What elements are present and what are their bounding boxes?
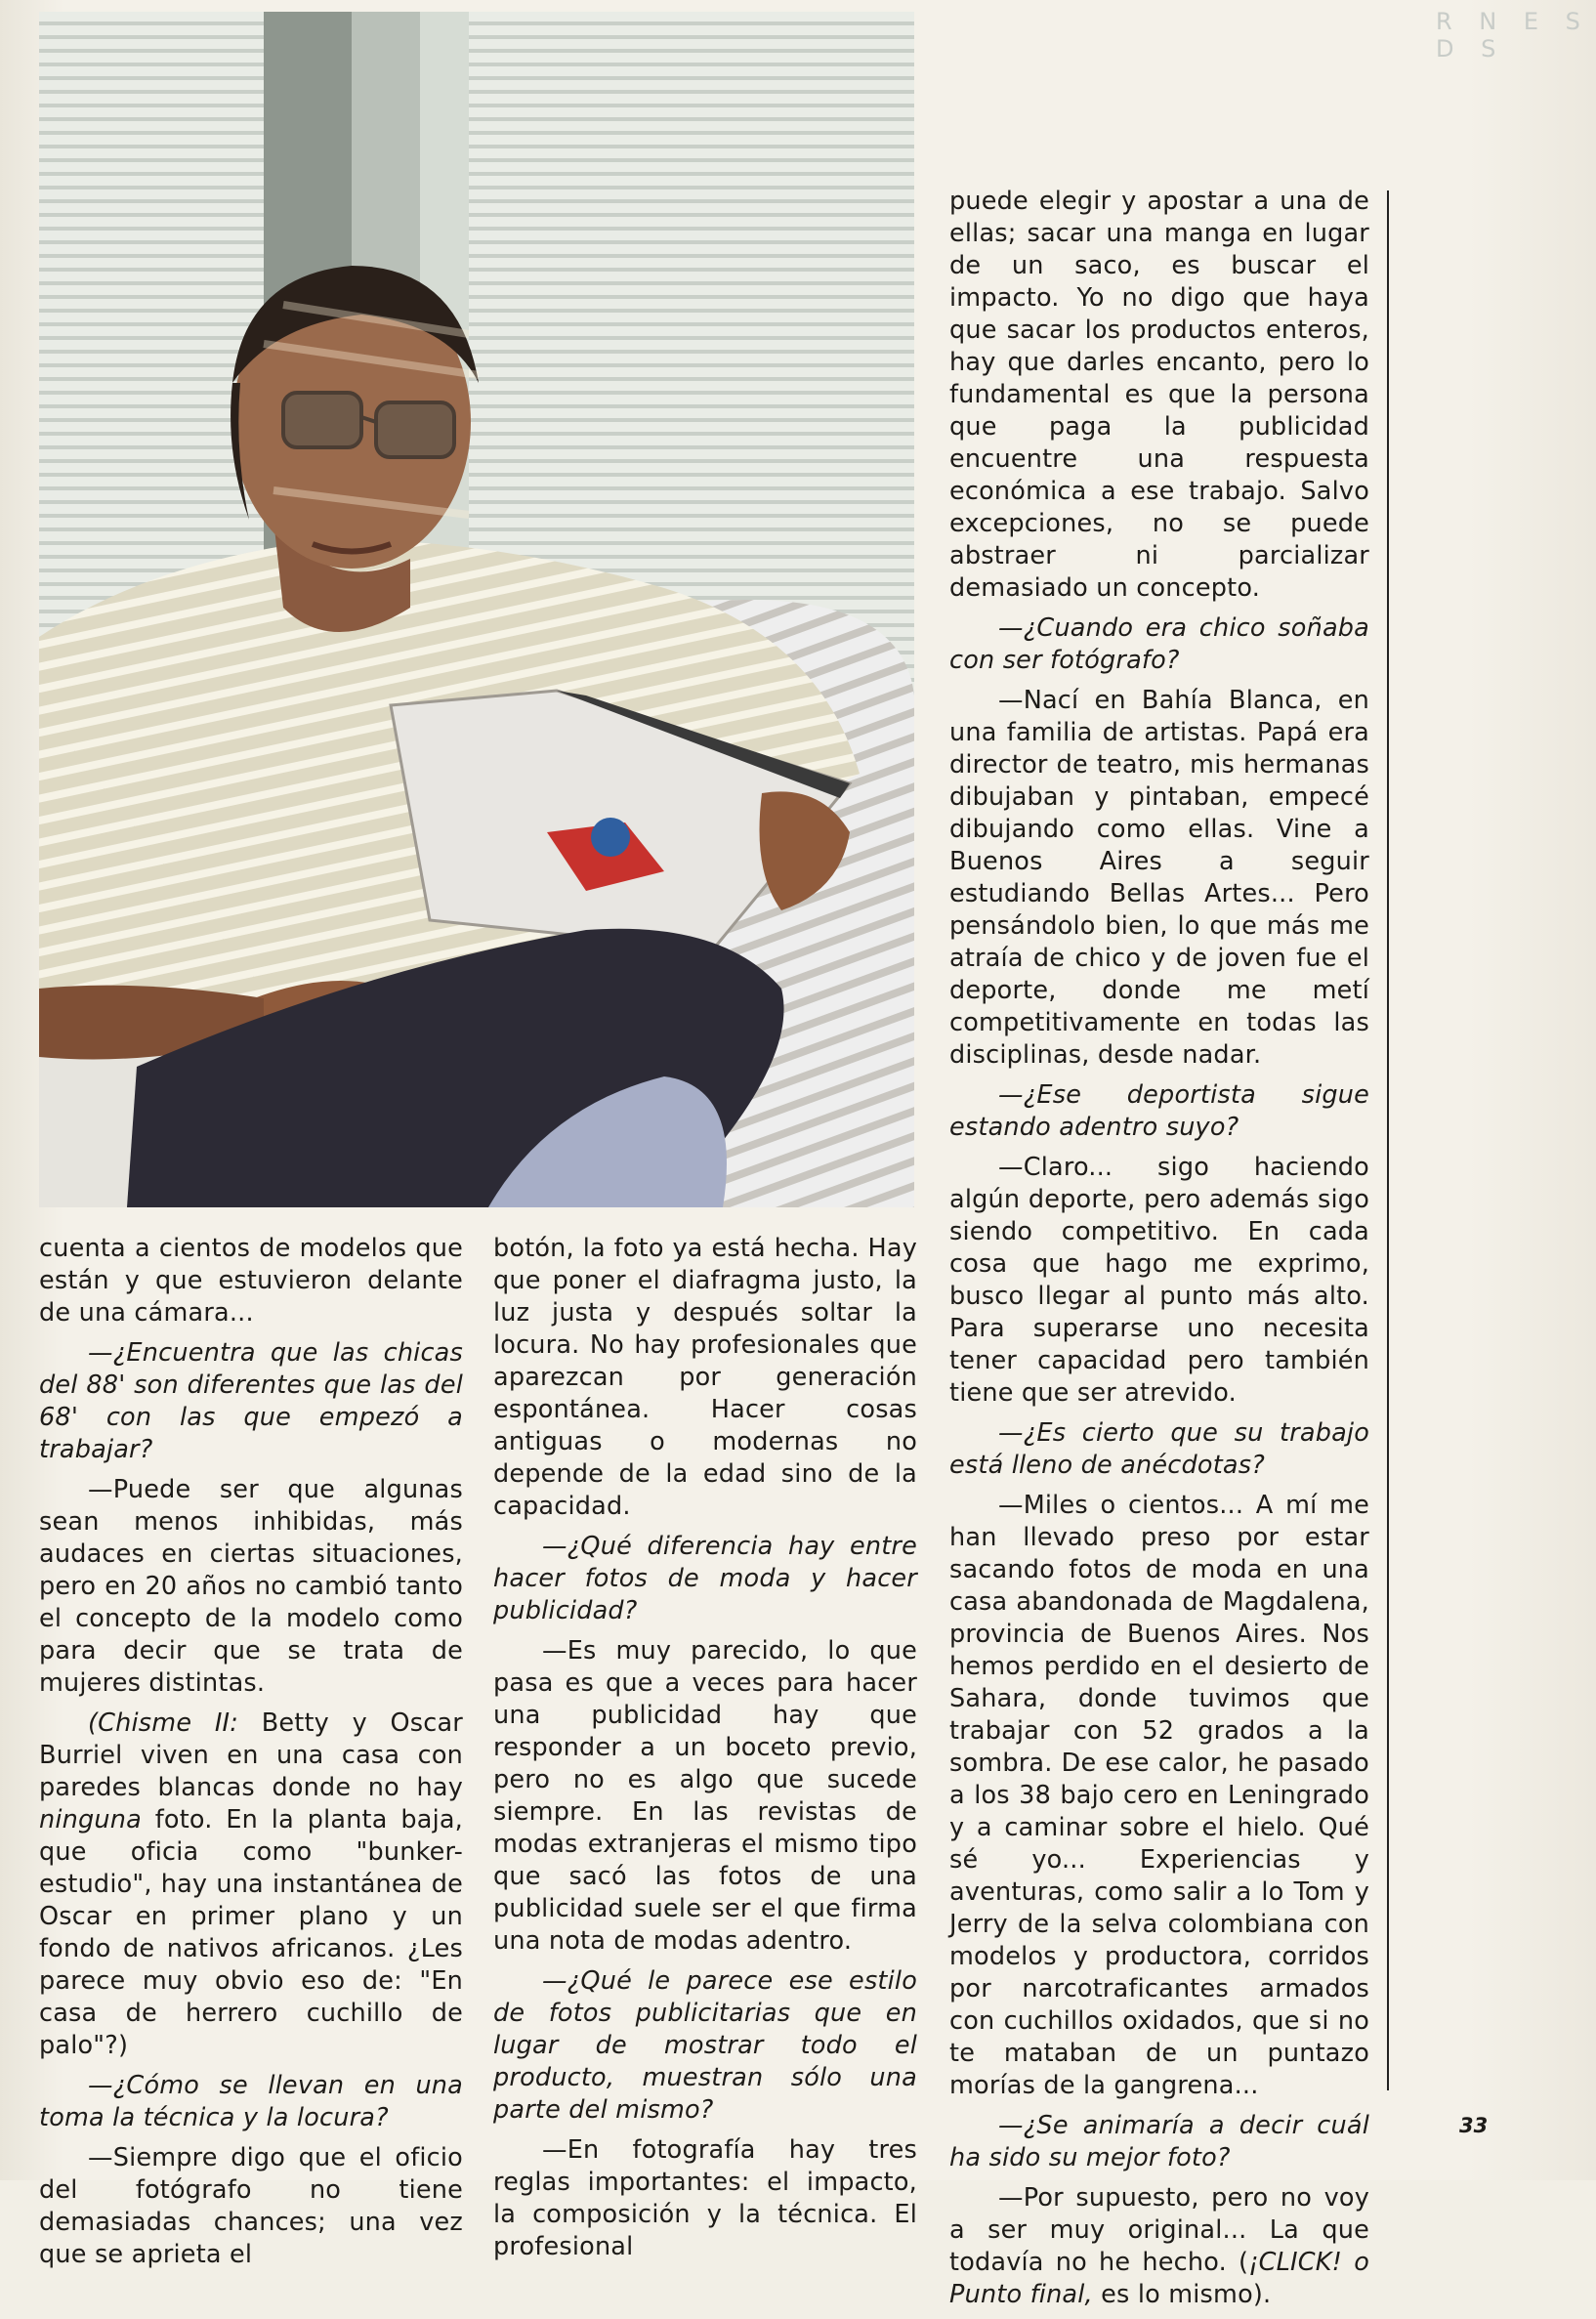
- aside-text: Betty y Oscar Burriel viven en una casa con paredes blancas donde no hay: [39, 1708, 463, 1802]
- photo-illustration: [39, 12, 914, 1207]
- closing-tail: es lo mismo).: [1092, 2280, 1272, 2309]
- bleed-through-text: R N E S D S: [1436, 8, 1590, 63]
- page-number: 33: [1459, 2114, 1489, 2137]
- paragraph: —Claro... sigo haciendo algún deporte, pero además sigo siendo competitivo. En cada cosa que hago me exprimo, busco llegar al punto más alto. Para superarse uno necesita tener capacidad pero también tiene que ser atrevido.: [949, 1153, 1369, 1408]
- closing-paragraph: [949, 2182, 1369, 2311]
- interview-question: —¿Qué diferencia hay entre hacer fotos de moda y hacer publicidad?: [493, 1532, 917, 1625]
- aside-tail: foto. En la planta baja, que oficia como "bunker-estudio", hay una instantánea de Oscar en primer plano y un fondo de nativos africanos. ¿Les parece muy obvio eso de: "En casa de herrero cuchillo de palo"?): [39, 1805, 463, 2060]
- aside-lead: (Chisme II:: [88, 1708, 239, 1738]
- paragraph: botón, la foto ya está hecha. Hay que poner el diafragma justo, la luz justa y después soltar la locura. No hay profesionales que aparezcan por generación espontánea. Hacer cosas antiguas o modernas no depende de la edad sino de la capacidad.: [493, 1234, 917, 1521]
- interview-question: —¿Qué le parece ese estilo de fotos publicitarias que en lugar de mostrar todo el producto, muestran sólo una parte del mismo?: [493, 1966, 917, 2125]
- interview-question: —¿Encuentra que las chicas del 88' son diferentes que las del 68' con las que empezó a trabajar?: [39, 1338, 463, 1464]
- paragraph: —Miles o cientos... A mí me han llevado preso por estar sacando fotos de moda en una casa abandonada de Magdalena, provincia de Buenos Aires. Nos hemos perdido en el desierto de Sahara, donde tuvimos que trabajar con 52 grados a la sombra. De ese calor, he pasado a los 38 bajo cero en Leningrado y a caminar sobre el hielo. Qué sé yo... Experiencias y aventuras, como salir a lo Tom y Jerry de la selva colombiana con modelos y productora, corridos por narcotraficantes armados con cuchillos oxidados, que si no te mataban de un puntazo morías de la gangrena...: [949, 1491, 1369, 2100]
- paragraph: —En fotografía hay tres reglas importantes: el impacto, la composición y la técnica. El profesional: [493, 2135, 917, 2261]
- aside-paragraph: [39, 1708, 463, 2062]
- text-column-1: [39, 1233, 463, 2279]
- text-column-3: [949, 186, 1369, 2319]
- interview-question: —¿Es cierto que su trabajo está lleno de anécdotas?: [949, 1418, 1369, 1480]
- paragraph: —Es muy parecido, lo que pasa es que a veces para hacer una publicidad hay que responder a un boceto previo, pero no es algo que sucede siempre. En las revistas de modas extranjeras el mismo tipo que sacó las fotos de una publicidad suele ser el que firma una nota de modas adentro.: [493, 1636, 917, 1956]
- paragraph: cuenta a cientos de modelos que están y que estuvieron delante de una cámara...: [39, 1234, 463, 1328]
- text-column-2: [493, 1233, 917, 2271]
- interview-question: —¿Se animaría a decir cuál ha sido su mejor foto?: [949, 2111, 1369, 2172]
- paragraph: —Nací en Bahía Blanca, en una familia de artistas. Papá era director de teatro, mis hermanas dibujaban y pintaban, empecé dibujando como ellas. Vine a Buenos Aires a seguir estudiando Bellas Artes... Pero pensándolo bien, lo que más me atraía de chico y de joven fue el deporte, donde me metí competitivamente en todas las disciplinas, desde nadar.: [949, 686, 1369, 1070]
- aside-italic-word: ninguna: [39, 1805, 142, 1834]
- interview-question: —¿Ese deportista sigue estando adentro suyo?: [949, 1080, 1369, 1142]
- column-rule: [1387, 190, 1389, 2090]
- interview-question: —¿Cómo se llevan en una toma la técnica y la locura?: [39, 2071, 463, 2132]
- closing-text: —Por supuesto, pero no voy a ser muy original... La que todavía no he hecho. (: [949, 2183, 1369, 2277]
- closing-italic: ¡CLICK! o Punto final,: [949, 2248, 1370, 2309]
- paragraph: —Puede ser que algunas sean menos inhibidas, más audaces en ciertas situaciones, pero en 20 años no cambió tanto el concepto de la modelo como para decir que se trata de mujeres distintas.: [39, 1475, 463, 1698]
- portrait-photo: [39, 12, 914, 1207]
- paragraph: puede elegir y apostar a una de ellas; sacar una manga en lugar de un saco, es buscar el impacto. Yo no digo que haya que sacar los productos enteros, hay que darles encanto, pero lo fundamental es que la persona que paga la publicidad encuentre una respuesta económica a ese trabajo. Salvo excepciones, no se puede abstraer ni parcializar demasiado un concepto.: [949, 187, 1369, 603]
- paragraph: —Siempre digo que el oficio del fotógrafo no tiene demasiadas chances; una vez que se aprieta el: [39, 2143, 463, 2269]
- interview-question: —¿Cuando era chico soñaba con ser fotógrafo?: [949, 613, 1369, 675]
